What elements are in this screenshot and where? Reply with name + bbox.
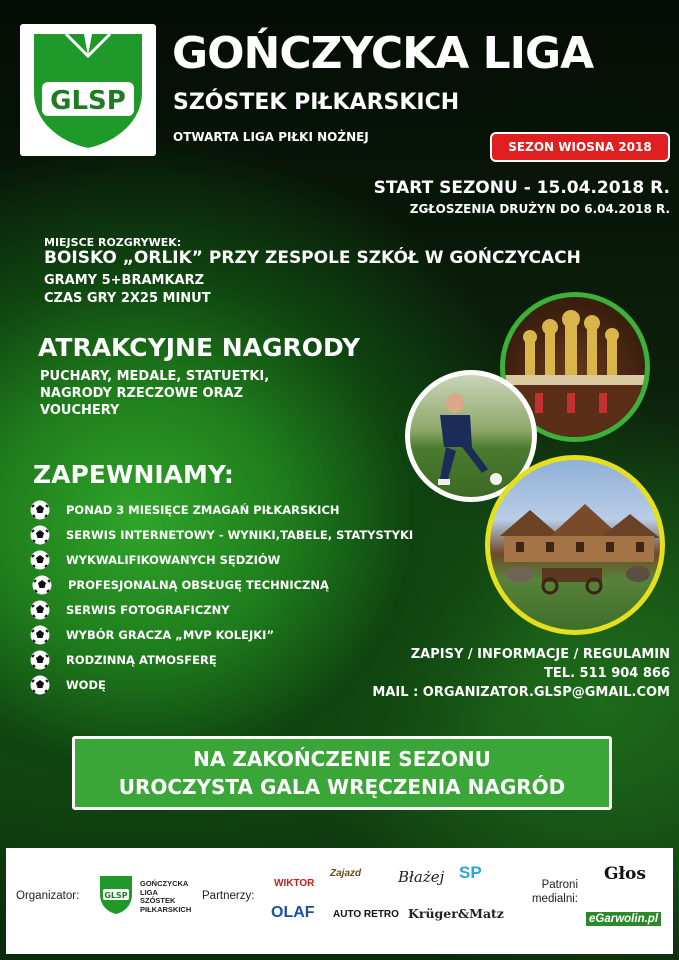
partners-label: Partnerzy: [202, 890, 255, 902]
partner-sp: SP [459, 863, 482, 882]
season-start: START SEZONU - 15.04.2018 R. [373, 178, 670, 198]
svg-text:GLSP: GLSP [50, 86, 126, 116]
guarantees-heading: ZAPEWNIAMY: [33, 460, 234, 489]
gala-line2: UROCZYSTA GALA WRĘCZENIA NAGRÓD [118, 775, 566, 799]
league-subtitle: SZÓSTEK PIŁKARSKICH [173, 90, 460, 115]
gala-line1: NA ZAKOŃCZENIE SEZONU [193, 747, 491, 771]
partner-blazej: Błażej [398, 868, 445, 886]
list-item: RODZINNĄ ATMOSFERĘ [30, 650, 217, 670]
registration-deadline: ZGŁOSZENIA DRUŻYN DO 6.04.2018 R. [409, 202, 670, 216]
football-icon [30, 550, 50, 570]
contact-phone: TEL. 511 904 866 [544, 666, 670, 681]
list-item: SERWIS FOTOGRAFICZNY [30, 600, 230, 620]
football-icon [30, 500, 50, 520]
contact-mail: MAIL : ORGANIZATOR.GLSP@GMAIL.COM [372, 685, 670, 700]
patron-egarwolin: eGarwolin.pl [586, 912, 661, 926]
football-icon [30, 525, 50, 545]
partner-wiktor: WIKTOR [274, 878, 315, 889]
gala-banner [72, 736, 612, 810]
football-icon [30, 625, 50, 645]
svg-text:GLSP: GLSP [104, 891, 128, 900]
list-item: SERWIS INTERNETOWY - WYNIKI,TABELE, STATYSTYKI [30, 525, 413, 545]
organizer-logo [98, 874, 134, 916]
patrons-label: Patroni medialni: [531, 879, 578, 905]
venue-label: MIEJSCE ROZGRYWEK: [44, 236, 182, 249]
football-icon [32, 575, 52, 595]
partner-kruger-matz: Krüger&Matz [408, 906, 504, 921]
venue-name: BOISKO „ORLIK” PRZY ZESPOLE SZKÓŁ W GOŃCZYCACH [44, 248, 581, 268]
list-item: WODĘ [30, 675, 106, 695]
glsp-logo [20, 24, 156, 156]
organizer-label: Organizator: [16, 890, 80, 902]
contact-info [330, 645, 670, 702]
league-title: GOŃCZYCKA LIGA [172, 28, 594, 79]
football-icon [30, 600, 50, 620]
organizer-name: GOŃCZYCKA LIGA SZÓSTEK PIŁKARSKICH [140, 879, 192, 914]
list-item: WYBÓR GRACZA „MVP KOLEJKI” [30, 625, 274, 645]
list-item: PONAD 3 MIESIĘCE ZMAGAŃ PIŁKARSKICH [30, 500, 340, 520]
contact-heading: ZAPISY / INFORMACJE / REGULAMIN [410, 647, 670, 662]
game-rules [44, 272, 211, 308]
prizes-text: PUCHARY, MEDALE, STATUETKI, NAGRODY RZECZOWE ORAZ VOUCHERY [40, 369, 270, 418]
season-badge: SEZON WIOSNA 2018 [490, 132, 670, 162]
sponsors-footer [6, 848, 673, 954]
football-icon [30, 675, 50, 695]
rule-players: GRAMY 5+BRAMKARZ [44, 273, 205, 288]
partner-zajazd: Zajazd [330, 868, 362, 879]
league-tagline: OTWARTA LIGA PIŁKI NOŻNEJ [173, 130, 369, 144]
prizes-heading: ATRAKCYJNE NAGRODY [38, 333, 361, 362]
venue-photo [485, 455, 665, 635]
list-item: WYKWALIFIKOWANYCH SĘDZIÓW [30, 550, 280, 570]
partner-olaf: OLAF [271, 904, 315, 921]
list-item: PROFESJONALNĄ OBSŁUGĘ TECHNICZNĄ [32, 575, 329, 595]
rule-time: CZAS GRY 2X25 MINUT [44, 291, 211, 306]
partner-auto-retro: AUTO RETRO [333, 909, 399, 920]
patron-glos: Głos [604, 864, 646, 884]
football-icon [30, 650, 50, 670]
